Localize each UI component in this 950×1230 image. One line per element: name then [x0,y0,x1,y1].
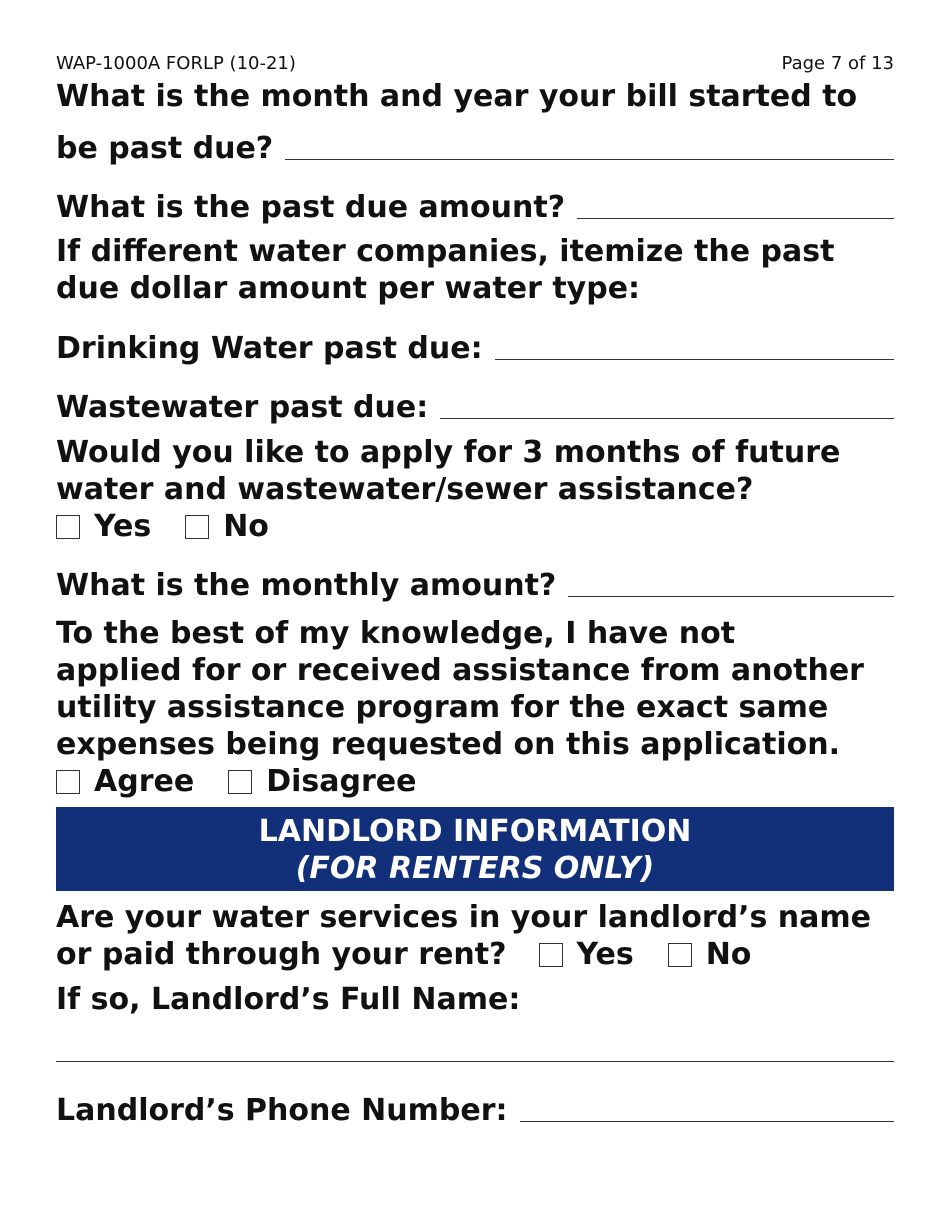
landlord-name-label: If so, Landlord’s Full Name: [56,982,521,1017]
itemize-line2: due dollar amount per water type: [56,271,641,306]
wastewater-field[interactable] [440,417,894,419]
landlord-name-field[interactable] [56,1061,894,1062]
landlord-services-question [56,899,894,973]
landlord-section-title: LANDLORD INFORMATION [258,814,692,849]
services-no-label: No [705,937,752,972]
monthly-amount-label: What is the monthly amount? [56,568,557,603]
disagree-checkbox[interactable] [228,770,252,794]
agree-label: Agree [94,764,195,799]
monthly-amount-row [56,567,894,604]
knowledge-line3: utility assistance program for the exact same [56,690,829,725]
future-no-checkbox[interactable] [185,515,209,539]
landlord-section-banner [56,807,894,891]
past-due-start-label-line2: be past due? [56,131,274,166]
services-line2: or paid through your rent? [56,937,507,972]
drinking-water-field[interactable] [495,358,894,360]
knowledge-line2: applied for or received assistance from another [56,653,864,688]
future-yes-checkbox[interactable] [56,515,80,539]
future-no-label: No [223,509,269,544]
landlord-phone-field[interactable] [520,1120,895,1122]
monthly-amount-field[interactable] [568,595,894,597]
page-number: Page 7 of 13 [781,53,894,74]
wastewater-label: Wastewater past due: [56,390,429,425]
landlord-section-subtitle: (FOR RENTERS ONLY) [295,851,655,886]
future-line2: water and wastewater/sewer assistance? [56,472,754,507]
itemize-line1: If different water companies, itemize the past [56,234,835,269]
past-due-start-label-line1: What is the month and year your bill started to [56,79,858,114]
future-line1: Would you like to apply for 3 months of future [56,435,841,470]
past-due-amount-label: What is the past due amount? [56,190,566,225]
disagree-label: Disagree [266,764,417,799]
drinking-water-label: Drinking Water past due: [56,331,483,366]
future-options [56,508,894,545]
services-no-checkbox[interactable] [668,943,692,967]
knowledge-statement [56,615,894,800]
future-assistance-question [56,434,894,545]
wastewater-row [56,389,894,426]
past-due-start-field[interactable] [285,158,894,160]
form-id: WAP-1000A FORLP (10-21) [56,53,296,74]
knowledge-line1: To the best of my knowledge, I have not [56,616,736,651]
knowledge-line4: expenses being requested on this application. [56,727,841,762]
agree-options [56,763,894,800]
landlord-phone-label: Landlord’s Phone Number: [56,1093,508,1128]
agree-checkbox[interactable] [56,770,80,794]
services-yes-label: Yes [576,937,634,972]
services-line1: Are your water services in your landlord’s name [56,900,871,935]
services-yes-checkbox[interactable] [539,943,563,967]
future-yes-label: Yes [94,509,152,544]
past-due-start-row [56,130,894,167]
past-due-amount-row [56,189,894,226]
landlord-phone-row [56,1092,894,1129]
past-due-start-question [56,78,894,115]
itemize-instructions [56,233,894,307]
services-line2-row [56,936,894,973]
past-due-amount-field[interactable] [577,217,894,219]
drinking-water-row [56,330,894,367]
